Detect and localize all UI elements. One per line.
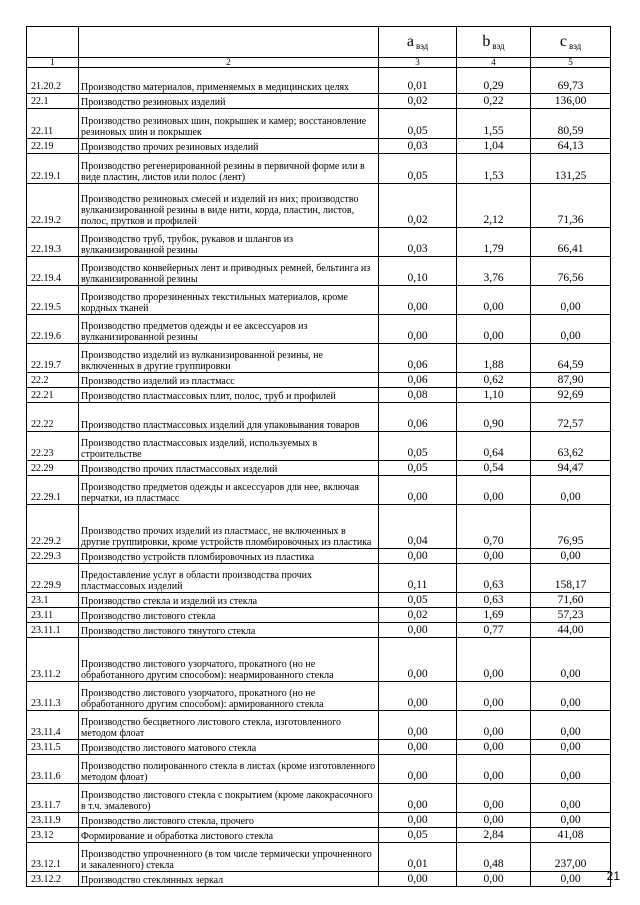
table-row [27, 139, 611, 154]
row-code: 22.11 [27, 109, 79, 139]
row-name: Производство пластмассовых изделий, используемых в строительстве [79, 432, 379, 461]
row-code: 23.11.1 [27, 623, 79, 638]
row-value-a: 0,05 [379, 109, 457, 139]
header-a: a вэд [379, 27, 457, 58]
row-name: Производство резиновых шин, покрышек и камер; восстановление резиновых шин и покрышек [79, 109, 379, 139]
row-value-c: 0,00 [531, 286, 611, 315]
row-value-a: 0,08 [379, 388, 457, 403]
row-value-b: 0,00 [457, 711, 531, 740]
table-row [27, 608, 611, 623]
row-value-c: 0,00 [531, 740, 611, 755]
row-name: Производство листового узорчатого, прокатного (но не обработанного другим способом): армированного стекла [79, 682, 379, 711]
row-value-c: 0,00 [531, 872, 611, 887]
row-value-b: 0,62 [457, 373, 531, 388]
table-row [27, 593, 611, 608]
row-code: 23.11.6 [27, 755, 79, 784]
row-code: 23.12.1 [27, 843, 79, 872]
row-value-c: 66,41 [531, 228, 611, 257]
row-value-c: 64,59 [531, 344, 611, 373]
table-row [27, 623, 611, 638]
page-number: 21 [606, 869, 620, 883]
row-code: 23.11 [27, 608, 79, 623]
row-code: 22.19.1 [27, 154, 79, 184]
table-row [27, 344, 611, 373]
row-value-b: 0,22 [457, 94, 531, 109]
row-value-c: 136,00 [531, 94, 611, 109]
row-value-b: 0,00 [457, 638, 531, 682]
table-row [27, 388, 611, 403]
row-value-c: 92,69 [531, 388, 611, 403]
row-value-a: 0,00 [379, 740, 457, 755]
row-value-a: 0,02 [379, 608, 457, 623]
row-name: Производство бесцветного листового стекла, изготовленного методом флоат [79, 711, 379, 740]
row-value-b: 0,48 [457, 843, 531, 872]
row-value-c: 0,00 [531, 755, 611, 784]
row-value-b: 1,10 [457, 388, 531, 403]
header-c: c вэд [531, 27, 611, 58]
table-row [27, 740, 611, 755]
row-code: 22.19.4 [27, 257, 79, 286]
row-code: 23.12 [27, 828, 79, 843]
row-value-b: 1,53 [457, 154, 531, 184]
row-code: 22.19.2 [27, 184, 79, 228]
row-name: Производство прочих пластмассовых изделий [79, 461, 379, 476]
row-value-b: 0,00 [457, 476, 531, 505]
row-value-a: 0,06 [379, 344, 457, 373]
table-row [27, 813, 611, 828]
row-name: Формирование и обработка листового стекла [79, 828, 379, 843]
row-value-c: 72,57 [531, 403, 611, 432]
row-value-b: 0,70 [457, 505, 531, 549]
column-index-row [27, 58, 611, 68]
table-row [27, 461, 611, 476]
row-code: 22.19 [27, 139, 79, 154]
row-value-a: 0,00 [379, 872, 457, 887]
header-code [27, 27, 79, 58]
row-name: Производство стеклянных зеркал [79, 872, 379, 887]
row-name: Производство листового стекла с покрытием (кроме лакокрасочного в т.ч. эмалевого) [79, 784, 379, 813]
row-value-a: 0,00 [379, 549, 457, 564]
row-code: 22.23 [27, 432, 79, 461]
row-code: 22.1 [27, 94, 79, 109]
column-index: 5 [531, 58, 611, 68]
row-value-c: 64,13 [531, 139, 611, 154]
table-row [27, 784, 611, 813]
row-value-c: 0,00 [531, 784, 611, 813]
table-row [27, 94, 611, 109]
row-value-b: 0,00 [457, 315, 531, 344]
table-row [27, 257, 611, 286]
row-name: Производство прорезиненных текстильных материалов, кроме кордных тканей [79, 286, 379, 315]
row-name: Производство листового стекла [79, 608, 379, 623]
row-name: Производство конвейерных лент и приводных ремней, бельтинга из вулканизированной резины [79, 257, 379, 286]
row-name: Производство листового узорчатого, прокатного (но не обработанного другим способом): неармированного стекла [79, 638, 379, 682]
header-name [79, 27, 379, 58]
row-value-b: 1,55 [457, 109, 531, 139]
table-row [27, 109, 611, 139]
table-row [27, 403, 611, 432]
row-value-a: 0,05 [379, 432, 457, 461]
row-code: 22.21 [27, 388, 79, 403]
row-value-a: 0,00 [379, 286, 457, 315]
row-name: Производство упрочненного (в том числе термически упрочненного и закаленного) стекла [79, 843, 379, 872]
row-value-b: 0,00 [457, 784, 531, 813]
table-row [27, 373, 611, 388]
row-name: Производство листового матового стекла [79, 740, 379, 755]
row-value-c: 0,00 [531, 682, 611, 711]
table-row [27, 476, 611, 505]
row-value-c: 71,36 [531, 184, 611, 228]
table-row [27, 154, 611, 184]
row-value-a: 0,11 [379, 564, 457, 593]
row-value-c: 80,59 [531, 109, 611, 139]
row-code: 22.19.3 [27, 228, 79, 257]
table-row [27, 505, 611, 549]
row-value-c: 44,00 [531, 623, 611, 638]
row-value-a: 0,00 [379, 623, 457, 638]
table-row [27, 682, 611, 711]
row-name: Производство изделий из вулканизированной резины, не включенных в другие группировки [79, 344, 379, 373]
row-code: 22.2 [27, 373, 79, 388]
row-value-a: 0,00 [379, 638, 457, 682]
row-value-a: 0,00 [379, 813, 457, 828]
row-value-c: 76,95 [531, 505, 611, 549]
row-value-c: 57,23 [531, 608, 611, 623]
row-value-a: 0,00 [379, 784, 457, 813]
row-code: 23.11.2 [27, 638, 79, 682]
row-code: 22.29.9 [27, 564, 79, 593]
row-code: 23.12.2 [27, 872, 79, 887]
row-value-a: 0,00 [379, 476, 457, 505]
column-index: 2 [79, 58, 379, 68]
row-value-a: 0,00 [379, 682, 457, 711]
row-value-c: 131,25 [531, 154, 611, 184]
table-row [27, 286, 611, 315]
row-value-b: 0,64 [457, 432, 531, 461]
row-value-c: 158,17 [531, 564, 611, 593]
row-code: 23.1 [27, 593, 79, 608]
row-name: Производство предметов одежды и аксессуаров для нее, включая перчатки, из пластмасс [79, 476, 379, 505]
row-value-a: 0,00 [379, 315, 457, 344]
column-index: 3 [379, 58, 457, 68]
row-value-a: 0,06 [379, 373, 457, 388]
row-value-b: 0,00 [457, 682, 531, 711]
table-row [27, 711, 611, 740]
row-value-a: 0,01 [379, 843, 457, 872]
row-code: 23.11.9 [27, 813, 79, 828]
row-value-b: 0,29 [457, 68, 531, 94]
row-value-b: 1,69 [457, 608, 531, 623]
row-value-a: 0,06 [379, 403, 457, 432]
row-value-b: 0,63 [457, 564, 531, 593]
row-name: Производство устройств пломбировочных из пластика [79, 549, 379, 564]
table-row [27, 843, 611, 872]
row-value-c: 69,73 [531, 68, 611, 94]
table-row [27, 549, 611, 564]
row-value-c: 237,00 [531, 843, 611, 872]
table-row [27, 638, 611, 682]
row-value-c: 71,60 [531, 593, 611, 608]
row-name: Производство прочих изделий из пластмасс, не включенных в другие группировки, кроме устройств пломбировочных из пластика [79, 505, 379, 549]
row-value-b: 0,00 [457, 286, 531, 315]
table-row [27, 228, 611, 257]
row-name: Производство листового тянутого стекла [79, 623, 379, 638]
row-code: 23.11.4 [27, 711, 79, 740]
table-row [27, 755, 611, 784]
row-value-a: 0,05 [379, 593, 457, 608]
row-name: Производство предметов одежды и ее аксессуаров из вулканизированной резины [79, 315, 379, 344]
row-code: 22.19.7 [27, 344, 79, 373]
row-value-b: 1,04 [457, 139, 531, 154]
row-value-a: 0,10 [379, 257, 457, 286]
coefficients-table [26, 26, 611, 887]
row-code: 22.19.6 [27, 315, 79, 344]
table-row [27, 184, 611, 228]
row-value-b: 0,54 [457, 461, 531, 476]
document-page [26, 26, 610, 887]
row-name: Производство листового стекла, прочего [79, 813, 379, 828]
column-index: 1 [27, 58, 79, 68]
row-value-b: 0,90 [457, 403, 531, 432]
row-code: 22.29.3 [27, 549, 79, 564]
row-value-a: 0,05 [379, 461, 457, 476]
row-value-b: 0,77 [457, 623, 531, 638]
row-value-c: 0,00 [531, 549, 611, 564]
row-code: 23.11.3 [27, 682, 79, 711]
row-name: Производство материалов, применяемых в медицинских целях [79, 68, 379, 94]
row-code: 22.29 [27, 461, 79, 476]
row-value-c: 76,56 [531, 257, 611, 286]
table-row [27, 68, 611, 94]
row-name: Производство пластмассовых плит, полос, труб и профилей [79, 388, 379, 403]
row-name: Производство стекла и изделий из стекла [79, 593, 379, 608]
row-value-a: 0,00 [379, 711, 457, 740]
row-value-a: 0,05 [379, 154, 457, 184]
row-code: 23.11.7 [27, 784, 79, 813]
row-code: 22.29.2 [27, 505, 79, 549]
row-name: Производство полированного стекла в листах (кроме изготовленного методом флоат) [79, 755, 379, 784]
row-code: 22.19.5 [27, 286, 79, 315]
table-row [27, 872, 611, 887]
row-value-c: 87,90 [531, 373, 611, 388]
row-value-c: 94,47 [531, 461, 611, 476]
row-value-a: 0,01 [379, 68, 457, 94]
row-value-c: 0,00 [531, 638, 611, 682]
row-name: Производство резиновых смесей и изделий из них; производство вулканизированной резины в виде нити, корда, пластин, листов, полос, прутков и профилей [79, 184, 379, 228]
row-code: 22.22 [27, 403, 79, 432]
row-value-b: 0,00 [457, 740, 531, 755]
row-name: Производство регенерированной резины в первичной форме или в виде пластин, листов или полос (лент) [79, 154, 379, 184]
row-value-a: 0,05 [379, 828, 457, 843]
row-value-b: 1,88 [457, 344, 531, 373]
row-name: Производство прочих резиновых изделий [79, 139, 379, 154]
row-value-c: 0,00 [531, 315, 611, 344]
row-value-b: 2,12 [457, 184, 531, 228]
table-header-row [27, 27, 611, 58]
table-row [27, 432, 611, 461]
row-value-a: 0,04 [379, 505, 457, 549]
row-name: Производство изделий из пластмасс [79, 373, 379, 388]
table-row [27, 564, 611, 593]
row-value-a: 0,02 [379, 94, 457, 109]
row-value-b: 0,63 [457, 593, 531, 608]
header-b: b вэд [457, 27, 531, 58]
row-value-b: 2,84 [457, 828, 531, 843]
row-value-b: 0,00 [457, 813, 531, 828]
row-name: Производство пластмассовых изделий для упаковывания товаров [79, 403, 379, 432]
row-value-b: 1,79 [457, 228, 531, 257]
row-name: Производство труб, трубок, рукавов и шлангов из вулканизированной резины [79, 228, 379, 257]
row-value-a: 0,00 [379, 755, 457, 784]
row-value-a: 0,02 [379, 184, 457, 228]
row-code: 22.29.1 [27, 476, 79, 505]
row-value-b: 0,00 [457, 755, 531, 784]
table-row [27, 828, 611, 843]
row-value-a: 0,03 [379, 139, 457, 154]
column-index: 4 [457, 58, 531, 68]
row-value-c: 41,08 [531, 828, 611, 843]
row-value-a: 0,03 [379, 228, 457, 257]
row-value-c: 0,00 [531, 476, 611, 505]
row-value-c: 63,62 [531, 432, 611, 461]
row-value-c: 0,00 [531, 711, 611, 740]
row-value-c: 0,00 [531, 813, 611, 828]
table-row [27, 315, 611, 344]
row-value-b: 0,00 [457, 872, 531, 887]
row-value-b: 3,76 [457, 257, 531, 286]
row-code: 23.11.5 [27, 740, 79, 755]
row-code: 21.20.2 [27, 68, 79, 94]
row-name: Предоставление услуг в области производства прочих пластмассовых изделий [79, 564, 379, 593]
row-name: Производство резиновых изделий [79, 94, 379, 109]
row-value-b: 0,00 [457, 549, 531, 564]
